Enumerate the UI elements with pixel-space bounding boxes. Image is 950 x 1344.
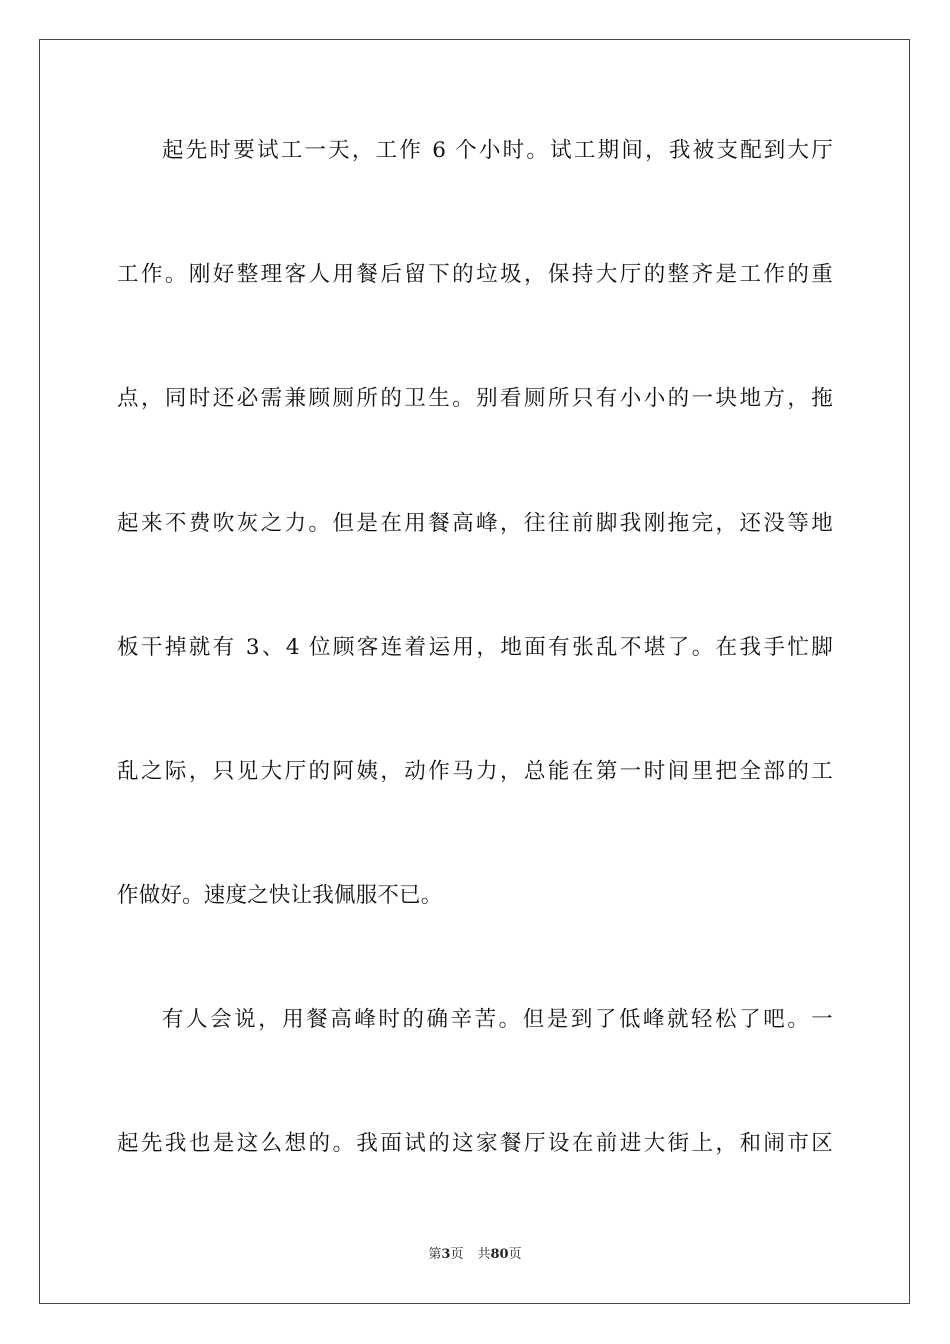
total-label-prefix: 共	[477, 1247, 491, 1262]
page-number: 3	[441, 1247, 451, 1262]
total-label-suffix: 页	[508, 1247, 522, 1262]
paragraph-1-line-4: 起来不费吹灰之力。但是在用餐高峰，往往前脚我刚拖完，还没等地	[117, 511, 833, 536]
paragraph-1-line-1: 起先时要试工一天，工作 6 个小时。试工期间，我被支配到大厅	[162, 138, 833, 163]
page-border	[39, 39, 910, 1304]
page-footer	[0, 1246, 950, 1264]
paragraph-1-line-5: 板干掉就有 3、4 位顾客连着运用，地面有张乱不堪了。在我手忙脚	[117, 635, 833, 660]
paragraph-1-line-7: 作做好。速度之快让我佩服不已。	[117, 883, 443, 908]
total-pages: 80	[490, 1247, 509, 1262]
paragraph-2-line-1: 有人会说，用餐高峰时的确辛苦。但是到了低峰就轻松了吧。一	[162, 1007, 833, 1032]
page-label-suffix: 页	[450, 1247, 464, 1262]
paragraph-1-line-2: 工作。刚好整理客人用餐后留下的垃圾，保持大厅的整齐是工作的重	[117, 262, 833, 287]
paragraph-2-line-2: 起先我也是这么想的。我面试的这家餐厅设在前进大街上，和闹市区	[117, 1131, 833, 1156]
paragraph-1-line-6: 乱之际，只见大厅的阿姨，动作马力，总能在第一时间里把全部的工	[117, 759, 833, 784]
paragraph-1-line-3: 点，同时还必需兼顾厕所的卫生。别看厕所只有小小的一块地方，拖	[117, 386, 833, 411]
page-label-prefix: 第	[428, 1247, 442, 1262]
